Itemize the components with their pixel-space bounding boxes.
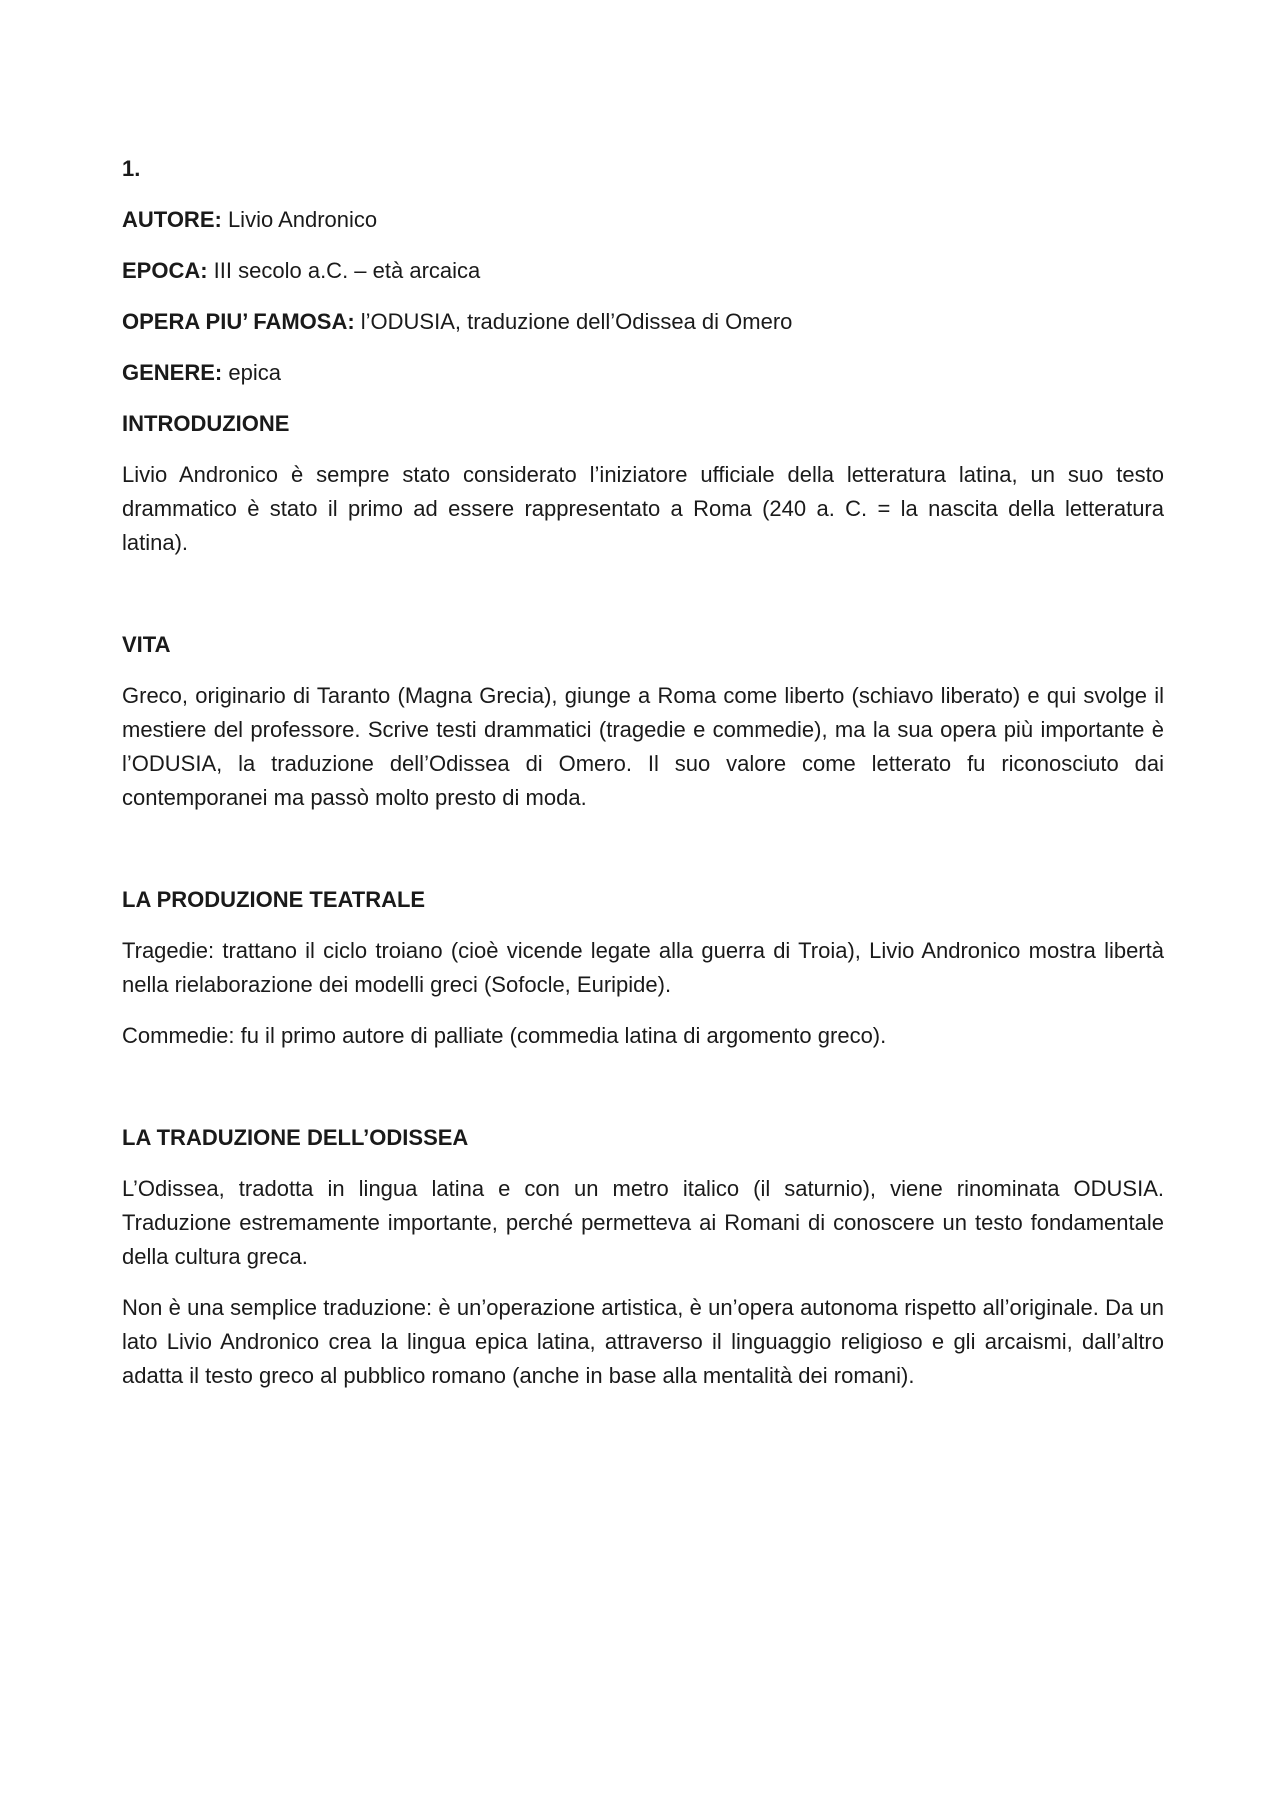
heading-produzione-teatrale: LA PRODUZIONE TEATRALE xyxy=(122,887,426,912)
paragraph-tragedie: Tragedie: trattano il ciclo troiano (cioè vicende legate alla guerra di Troia), Livio Andronico mostra libertà nella rielaborazione dei modelli greci (Sofocle, Euripide). xyxy=(122,938,1164,997)
field-label: AUTORE: xyxy=(122,207,222,232)
section-number: 1. xyxy=(122,156,141,181)
paragraph-traduzione-1: L’Odissea, tradotta in lingua latina e con un metro italico (il saturnio), viene rinominata ODUSIA. Traduzione estremamente importante, perché permetteva ai Romani di conoscere un testo fondamentale della cultura greca. xyxy=(122,1176,1164,1269)
document-page xyxy=(122,152,1164,1393)
heading-vita: VITA xyxy=(122,632,171,657)
field-opera xyxy=(122,305,1164,339)
paragraph-vita: Greco, originario di Taranto (Magna Grecia), giunge a Roma come liberto (schiavo liberato) e qui svolge il mestiere del professore. Scrive testi drammatici (tragedie e commedie), ma la sua opera più importante è l’ODUSIA, la traduzione dell’Odissea di Omero. Il suo valore come letterato fu riconosciuto dai contemporanei ma passò molto presto di moda. xyxy=(122,683,1164,810)
field-value: epica xyxy=(222,360,281,385)
field-value: Livio Andronico xyxy=(221,207,378,232)
field-autore xyxy=(122,203,1164,237)
paragraph-commedie: Commedie: fu il primo autore di palliate (commedia latina di argomento greco). xyxy=(122,1023,887,1048)
field-label: GENERE: xyxy=(122,360,223,385)
field-value: l’ODUSIA, traduzione dell’Odissea di Omero xyxy=(354,309,793,334)
field-epoca xyxy=(122,254,1164,288)
heading-introduzione: INTRODUZIONE xyxy=(122,411,290,436)
field-genere xyxy=(122,356,1164,390)
paragraph-traduzione-2: Non è una semplice traduzione: è un’operazione artistica, è un’opera autonoma rispetto all’originale. Da un lato Livio Andronico crea la lingua epica latina, attraverso il linguaggio religioso e gli arcaismi, dall’altro adatta il testo greco al pubblico romano (anche in base alla mentalità dei romani). xyxy=(122,1295,1164,1388)
field-value: III secolo a.C. – età arcaica xyxy=(207,258,481,283)
heading-traduzione-odissea: LA TRADUZIONE DELL’ODISSEA xyxy=(122,1125,469,1150)
field-label: EPOCA: xyxy=(122,258,208,283)
paragraph-introduzione: Livio Andronico è sempre stato considerato l’iniziatore ufficiale della letteratura latina, un suo testo drammatico è stato il primo ad essere rappresentato a Roma (240 a. C. = la nascita della letteratura latina). xyxy=(122,462,1164,555)
field-label: OPERA PIU’ FAMOSA: xyxy=(122,309,355,334)
